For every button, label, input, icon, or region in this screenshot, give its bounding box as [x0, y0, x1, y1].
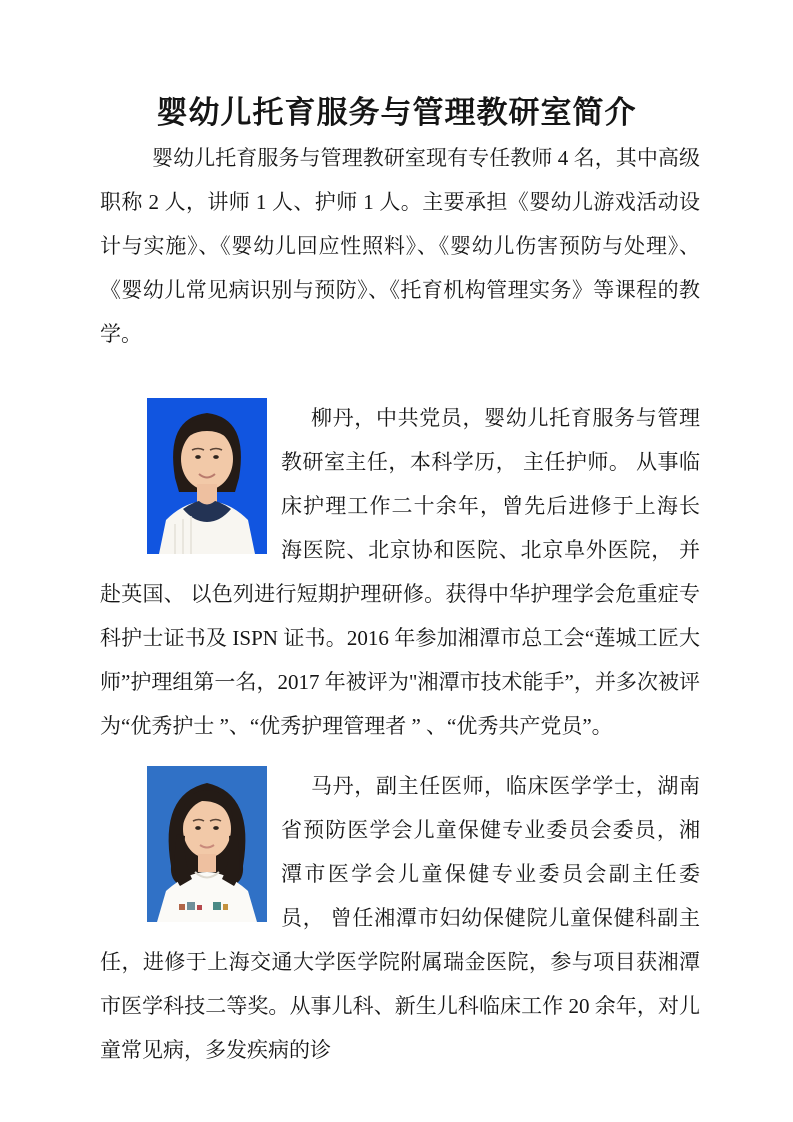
- document-body: [100, 136, 700, 1072]
- bio-paragraph-madan: 马丹，副主任医师，临床医学学士，湖南省预防医学会儿童保健专业委员会委员，湘潭市医学会儿童保健专业委员会副主任委员， 曾任湘潭市妇幼保健院儿童保健科副主任，进修于上海交通大学医学院附属瑞金医院，参与项目获湘潭市医学科技二等奖。从事儿科、新生儿科临床工作 20 余年，对儿童常见病，多发疾病的诊: [100, 774, 700, 1062]
- bio-section-liudan: [100, 396, 700, 748]
- portrait-photo-liudan: [147, 398, 267, 554]
- intro-paragraph: 婴幼儿托育服务与管理教研室现有专任教师 4 名，其中高级职称 2 人，讲师 1 人、护师 1 人。主要承担《婴幼儿游戏活动设计与实施》、《婴幼儿回应性照料》、《婴幼儿伤害预防与处理》、《婴幼儿常见病识别与预防》、《托育机构管理实务》等课程的教学。: [100, 146, 700, 346]
- portrait-photo-madan: [147, 766, 267, 922]
- bio-paragraph-liudan: 柳丹，中共党员，婴幼儿托育服务与管理教研室主任，本科学历， 主任护师。 从事临床护理工作二十余年，曾先后进修于上海长海医院、北京协和医院、北京阜外医院， 并赴英国、 以色列进行短期护理研修。获得中华护理学会危重症专科护士证书及 ISPN 证书。2016 年参加湘潭市总工会“莲城工匠大师”护理组第一名，2017 年被评为"湘潭市技术能手”，并多次被评为“优秀护士 ”、“优秀护理管理者 ” 、“优秀共产党员”。: [100, 406, 700, 738]
- document-title: 婴幼儿托育服务与管理教研室简介: [156, 95, 637, 130]
- bio-section-madan: [100, 764, 700, 1072]
